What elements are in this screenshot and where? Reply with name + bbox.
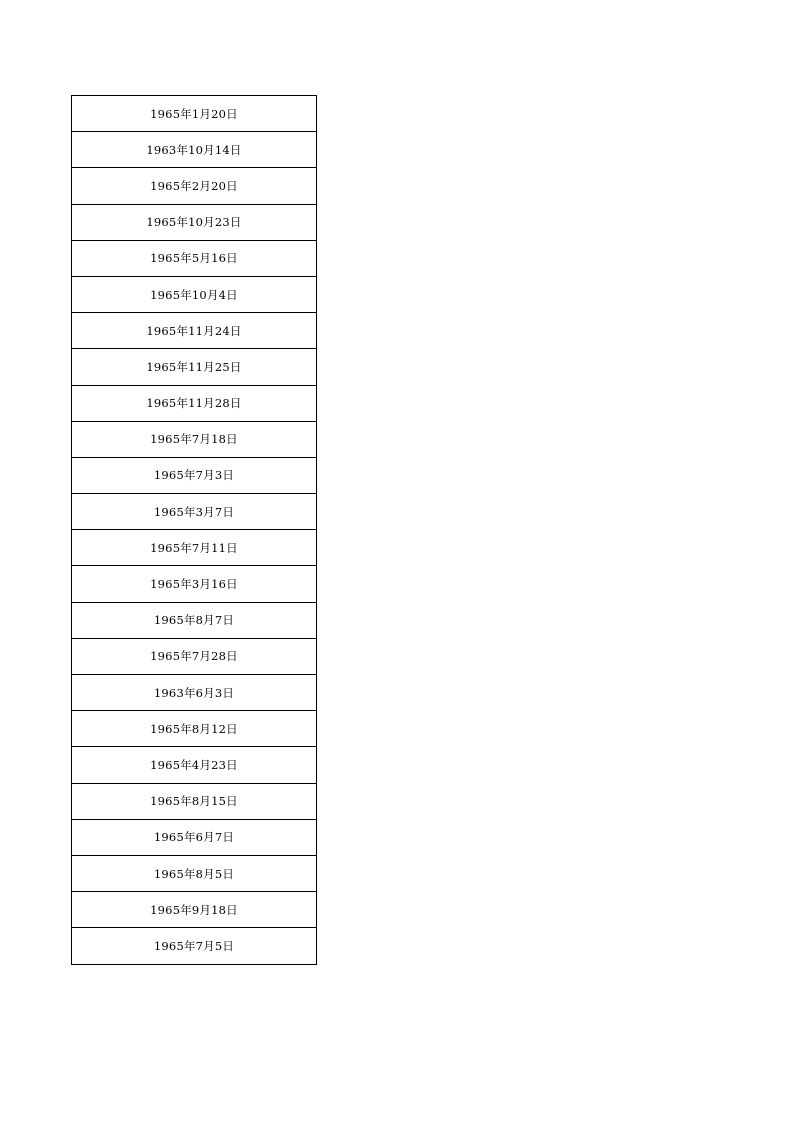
date-cell: 1965年6月7日	[72, 819, 317, 855]
table-row	[72, 892, 317, 928]
date-cell: 1963年6月3日	[72, 675, 317, 711]
date-cell: 1965年2月20日	[72, 168, 317, 204]
date-cell: 1965年7月3日	[72, 457, 317, 493]
table-row	[72, 675, 317, 711]
table-row	[72, 421, 317, 457]
table-row	[72, 783, 317, 819]
table-row	[72, 168, 317, 204]
date-cell: 1965年11月24日	[72, 313, 317, 349]
table-row	[72, 240, 317, 276]
date-cell: 1965年9月18日	[72, 892, 317, 928]
table-row	[72, 711, 317, 747]
date-cell: 1965年3月16日	[72, 566, 317, 602]
table-row	[72, 96, 317, 132]
date-cell: 1965年8月5日	[72, 855, 317, 891]
table-row	[72, 928, 317, 964]
date-cell: 1965年7月11日	[72, 530, 317, 566]
date-cell: 1965年3月7日	[72, 494, 317, 530]
date-cell: 1965年11月25日	[72, 349, 317, 385]
date-cell: 1965年10月23日	[72, 204, 317, 240]
date-table	[71, 95, 317, 965]
table-row	[72, 638, 317, 674]
date-cell: 1965年5月16日	[72, 240, 317, 276]
date-cell: 1965年1月20日	[72, 96, 317, 132]
date-cell: 1965年7月18日	[72, 421, 317, 457]
date-cell: 1965年4月23日	[72, 747, 317, 783]
table-row	[72, 204, 317, 240]
date-cell: 1965年8月7日	[72, 602, 317, 638]
table-row	[72, 349, 317, 385]
table-row	[72, 747, 317, 783]
table-row	[72, 276, 317, 312]
table-row	[72, 566, 317, 602]
date-cell: 1965年7月5日	[72, 928, 317, 964]
table-row	[72, 819, 317, 855]
date-cell: 1963年10月14日	[72, 132, 317, 168]
date-cell: 1965年8月12日	[72, 711, 317, 747]
table-row	[72, 530, 317, 566]
date-cell: 1965年11月28日	[72, 385, 317, 421]
date-cell: 1965年10月4日	[72, 276, 317, 312]
date-table-body	[72, 96, 317, 965]
table-row	[72, 457, 317, 493]
table-row	[72, 855, 317, 891]
table-row	[72, 494, 317, 530]
table-row	[72, 385, 317, 421]
table-row	[72, 602, 317, 638]
date-cell: 1965年8月15日	[72, 783, 317, 819]
table-row	[72, 313, 317, 349]
date-cell: 1965年7月28日	[72, 638, 317, 674]
table-row	[72, 132, 317, 168]
